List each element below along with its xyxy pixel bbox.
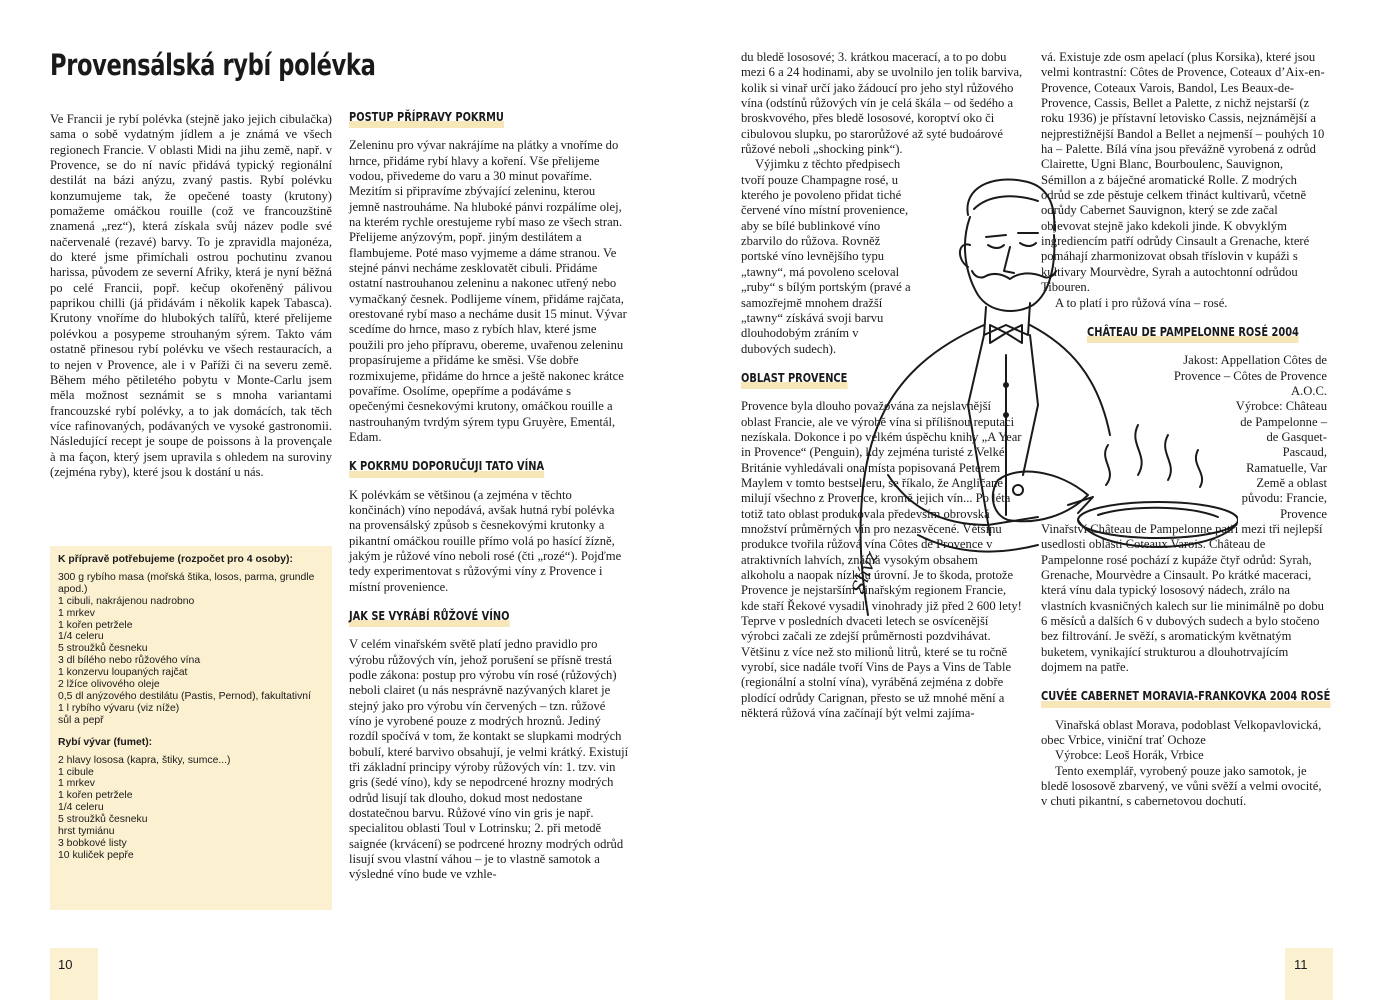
ingredients-list <box>58 572 324 727</box>
page-title: Provensálská rybí polévka <box>50 48 376 82</box>
rose-production-continued: du bledě lososové; 3. krátkou macerací, a to po dobu mezi 6 a 24 hodinami, aby se uvolnilo jen tolik barviva, kolik si vinař určí jako žádoucí pro jeho styl růžového vína (odstínů růžových vín je celá škála – od šedého a broskvového, přes bledě lososové, koroptví oko či cibulovou slupku, po starorůžové až syté budoárové růžové neboli „shocking pink“). <box>741 50 1023 157</box>
chateau-producer: Výrobce: Château de Pampelonne – de Gasquet-Pascaud, Ramatuelle, Var <box>1235 399 1327 475</box>
ingredient-item: 1 kořen petržele <box>58 619 133 631</box>
ingredient-item: 1 l rybího vývaru (viz níže) <box>58 702 180 714</box>
section-heading-preparation: POSTUP PŘÍPRAVY POKRMU <box>349 110 504 128</box>
chateau-description: Vinařství Château de Pampelonne patří mezi tři nejlepší usedlosti oblasti Coteaux Varois. Château de Pampelonne rosé pochází z kupáže čtyř odrůd: Syrah, Grenache, Mourvèdre a Cinsault. Po krátké maceraci, která vínu dala typický lososový nádech, zrálo na vlastních kvasničných kalech sur lie minimálně po dobu 6 měsíců a dalších 6 v dubových sudech a bylo stočeno bez filtrování. Je svěží, s aromatickým květnatým buketem, vynikající strukturou a dlouhotrvajícím dojmem na patře. <box>1041 521 1324 675</box>
provence-text: Provence byla dlouho považována za nejslavnější oblast Francie, ale ve výrobě vína si přílišnou reputaci nezískala. Dokonce i po velkém úspěchu knihy „A Year in Provence“ (Penguin), kdy zejména turisté z Velké Británie vyhledávali ona místa popisovaná Peterem Maylem v tomto bestselleru, se říkalo, že Angličané milují všechno z Provence, kromě jejich vín... Po léta totiž tato oblast produkovala především obrovská množství průměrných vín pro nezasvěcené. Většinu produkce tvořila růžová vína Côtes de Provence v atraktivních lahvích, známá vysokým obsahem alkoholu a naopak nízkou úrovní. Je to škoda, protože Provence je nejstarším vinařským regionem Francie, kde staří Řekové vysadili vinohrady již před 2 600 lety! Teprve v posledních dvaceti letech se osvícenější výrobci začali ze zdejší průměrnosti pozdvihávat. Většinu z více než sto milionů litrů, které se tu ročně vyrobí, sice nadále tvoří Vins de Pays a Vins de Table (regionální a stolní vína), vyráběná zejména z dobře plodící odrůdy Carignan, přesto se už mnohé mění a některá růžová vína začínají být velmi zajíma- <box>741 399 1022 721</box>
fumet-item: 5 stroužků česneku <box>58 814 148 826</box>
ingredient-item: 300 g rybího masa (mořská štika, losos, parma, grundle apod.) <box>58 571 315 595</box>
chateau-origin: Země a oblast původu: Francie, Provence <box>1241 475 1327 521</box>
fumet-item: 2 hlavy lososa (kapra, štiky, sumce...) <box>58 754 231 766</box>
exception-text: Výjimku z těchto předpisech tvoří pouze Champagne rosé, u kterého je povoleno přidat tiché červené víno místní provenience, aby se bílé bublinkové víno zbarvilo do růžova. Rovněž portské víno levnějšího typu „tawny“, má povoleno sceloval „ruby“ s bílým portským (pravé a samozřejmě mnohem dražší „tawny“ získává svoji barvu dlouhodobým zráním v dubových sudech). <box>741 157 911 356</box>
fumet-item: 1 mrkev <box>58 778 95 790</box>
fumet-item: 1 cibule <box>58 766 94 778</box>
fumet-item: 1 kořen petržele <box>58 790 133 802</box>
fumet-item: 10 kuliček pepře <box>58 849 134 861</box>
ingredients-box <box>50 546 332 910</box>
chateau-quality: Jakost: Appellation Côtes de Provence – Côtes de Provence A.O.C. <box>1173 353 1327 398</box>
section-heading-cuvee: CUVÉE CABERNET MORAVIA-FRANKOVKA 2004 ROSÉ <box>1041 689 1330 707</box>
illustration-signature: Slívz <box>847 548 883 597</box>
right-column-2 <box>1041 50 1331 810</box>
ingredient-item: 5 stroužků česneku <box>58 643 148 655</box>
section-heading-wine-recommendation: K POKRMU DOPORUČUJI TATO VÍNA <box>349 459 544 477</box>
fumet-item: 1/4 celeru <box>58 802 104 814</box>
ingredient-item: 1 cibuli, nakrájenou nadrobno <box>58 595 195 607</box>
wine-recommendation-text: K polévkám se většinou (a zejména v těchto končinách) víno nepodává, avšak hutná rybí polévka na provensálský způsob s česnekovými krutonky a pikantní omáčkou rouille přímo volá po hasící žízně, jakým je růžové víno neboli rosé (čti „rozé“). Pojďme tedy experimentovat s růžovými víny z Provence i místní provenience. <box>349 487 622 594</box>
rose-production-text: V celém vinařském světě platí jedno pravidlo pro výrobu růžových vín, jehož porušení se přísně trestá podle zákona: postup pro výrobu vín rosé (růžových) neboli clairet (u nás nesprávně nazývaných klaret je stejný jako pro výrobu vín červených – tzn. růžové víno je vyrobené pouze z modrých hroznů. Jediný rozdíl spočívá v tom, že kontakt se slupkami modrých bobulí, které barvivo obsahují, je velmi krátký. Existují tři základní principy výroby růžových vín: 1. tzv. vin gris (šedé víno), kdy se nepodrcené hrozny modrých odrůd lisují tak dlouho, dokud most nedostane dostatečnou barvu. Růžové víno vin gris je např. specialitou oblasti Toul v Lotrinsku; 2. při metodě saignée (krvácení) se podrcené hrozny modrých odrůd lisují svou vlastní váhou – je to vlastně samotok a výsledné víno bude ve vzhle- <box>349 637 629 882</box>
ingredient-item: 0,5 dl anýzového destilátu (Pastis, Pernod), fakultativní <box>58 690 311 702</box>
cuvee-producer: Výrobce: Leoš Horák, Vrbice <box>1055 748 1204 763</box>
ingredient-item: 1 mrkev <box>58 607 95 619</box>
section-heading-provence: OBLAST PROVENCE <box>741 371 847 389</box>
fumet-item: 3 bobkové listy <box>58 837 127 849</box>
fumet-heading: Rybí vývar (fumet): <box>58 736 153 748</box>
ingredients-heading: K přípravě potřebujeme (rozpočet pro 4 osoby): <box>58 554 293 565</box>
intro-column <box>50 112 332 480</box>
preparation-text: Zeleninu pro vývar nakrájíme na plátky a vnoříme do hrnce, přidáme rybí hlavy a koření. Vše přelijeme vodou, přivedeme do varu a 30 minut povaříme. Mezitím si připravíme zbývající zeleninu, kterou jemně nastrouháme. Na hluboké pánvi rozpálíme olej, na kterém rychle orestujeme rybí maso ze všech stran. Přelijeme anýzovým, popř. jiným destilátem a flambujeme. Poté maso vyjmeme a dáme stranou. Ve stejné pánvi necháme zesklovatět cibuli. Přidáme ostatní nastrouhanou zeleninu a nakonec utřený nebo vymačkaný česnek. Podlijeme vínem, přidáme rajčata, orestované rybí maso a necháme dusit 15 minut. Vývar scedíme do hrnce, maso z rybích hlav, které jsme použili pro jeho přípravu, obereme, uvařenou zeleninu propasírujeme a přidáme ke směsi. Vše dobře rozmixujeme, přidáme do hrnce a ještě nakonec krátce povaříme. Osolíme, opepříme a podáváme s opečenými česnekovými krutony, omáčkou rouille a nastrouhaným tvrdým sýrem typu Gruyère, Ementál, Edam. <box>349 138 627 444</box>
appellations-text-end: A to platí i pro růžová vína – rosé. <box>1055 295 1228 310</box>
ingredient-item: 2 lžíce olivového oleje <box>58 679 160 691</box>
fumet-list <box>58 755 324 862</box>
ingredient-item: 3 dl bílého nebo růžového vína <box>58 655 201 667</box>
right-column-1 <box>741 50 1023 721</box>
section-heading-chateau: CHÂTEAU DE PAMPELONNE ROSÉ 2004 <box>1087 325 1299 343</box>
ingredient-item: sůl a pepř <box>58 714 104 726</box>
ingredient-item: 1/4 celeru <box>58 631 104 643</box>
cuvee-description: Tento exemplář, vyrobený pouze jako samotok, je bledě lososově zbarvený, ve vůni svěží a velmi ovocité, v chuti pikantní, s cabernetovou dochutí. <box>1041 763 1322 809</box>
page-number-right: 11 <box>1285 948 1333 1000</box>
appellations-text: vá. Existuje zde osm apelací (plus Korsika), které jsou velmi kontrastní: Côtes de Provence, Coteaux d’Aix-en-Provence, Coteaux Varois, Bandol, Les Beaux-de-Provence, Cassis, Bellet a Palette, z nichž nejstarší (z roku 1936) je přístavní letovisko Cassis, nejznámější a nejprestižnější Bandol a Bellet a nejmenší – pouhých 10 ha – Palette. Bílá vína jsou převážně vyrobená z odrůd Clairette, Ugni Blanc, Bourboulenc, Sauvignon, Sémillon a z báječné aromatické Rolle. Z modrých odrůd se zde pěstuje celkem třináct kultivarů, včetně odrůdy Cabernet Sauvignon, který se zde začal objevovat stejně jako kdekoli jinde. K obvyklým ingrediencím patří odrůdy Cinsault a Grenache, které pomáhají zharmonizovat obsah tříslovin v kupáži s kultivary Mourvèdre, Syrah a autochtonní odrůdou Tibouren. <box>1041 50 1325 295</box>
fumet-item: hrst tymiánu <box>58 826 115 838</box>
section-heading-rose-production: JAK SE VYRÁBÍ RŮŽOVÉ VÍNO <box>349 609 510 627</box>
recipe-column <box>349 110 629 883</box>
cuvee-region: Vinařská oblast Morava, podoblast Velkopavlovická, obec Vrbice, viniční trať Ochoze <box>1041 717 1322 748</box>
page-number-left: 10 <box>50 948 98 1000</box>
ingredient-item: 1 konzervu loupaných rajčat <box>58 667 188 679</box>
intro-paragraph: Ve Francii je rybí polévka (stejně jako jejich cibulačka) sama o sobě vydatným jídlem a je známá ve všech regionech Francie. V oblasti Midi na jihu země, např. v Provence, se do ní navíc přidává typický regionální destilát na bázi anýzu, zvaný pastis. Rybí polévku konzumujeme tak, že opečené toasty (krutony) pomažeme omáčkou rouille (což ve francouzštině znamená „rez“), která získala svůj název podle své načervenalé (rezavé) barvy. To je zpravidla majonéza, do které jsme přimíchali ostrou pochutinu zvanou harissa, původem ze severní Afriky, která je nyní běžná po celé Francii, popř. kečup okořeněný pálivou paprikou chilli (já přidávám i několik kapek Tabasca). Krutony vnoříme do hlubokých talířů, které přelijeme polévkou a posypeme strouhaným sýrem. Takto vám ostatně přinesou rybí polévku ve všech restauracích, a to nejen v Provence, ale i v Paříži či na severu země. Během mého pětiletého pobytu v Monte-Carlu jsem měla možnost seznámit se s mnoha variantami francouzské rybí polévky, a to jak domácích, tak těch více rafinovaných, podávaných ve vysoké gastronomii. Následující recept je soupe de poissons à la provençale à ma façon, který jsem upravila s ohledem na suroviny (zejména ryby), které jsou k dostání u nás. <box>50 112 332 479</box>
